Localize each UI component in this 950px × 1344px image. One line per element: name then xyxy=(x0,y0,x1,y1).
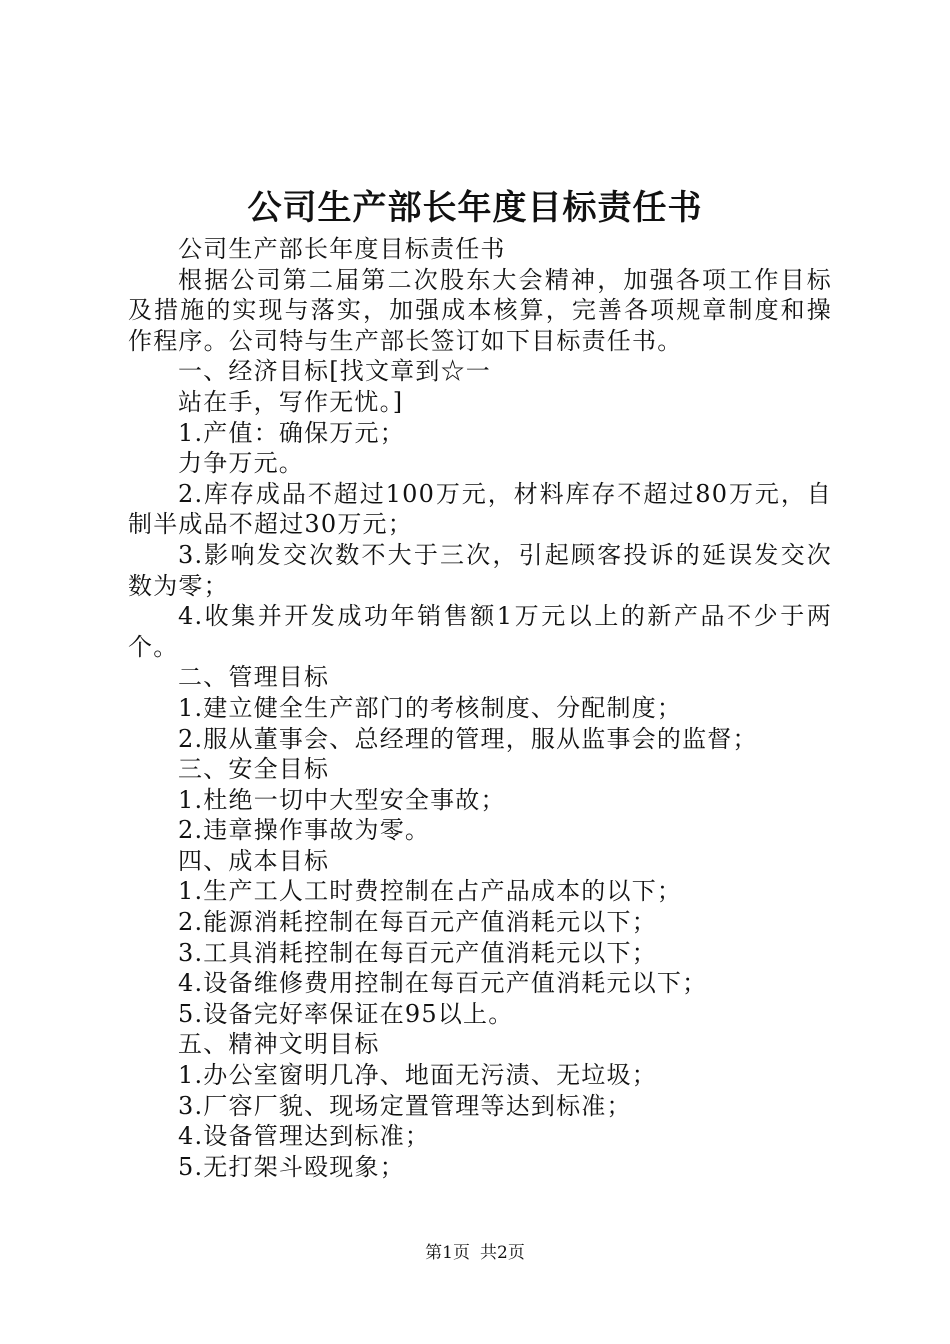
list-item: 5.无打架斗殴现象； xyxy=(178,1152,405,1181)
list-item: 3.影响发交次数不大于三次，引起顾客投诉的延误发交次数为零； xyxy=(128,540,832,600)
list-item: 1.杜绝一切中大型安全事故； xyxy=(178,785,506,814)
list-item: 4.设备管理达到标准； xyxy=(178,1122,431,1151)
list-item: 1.建立健全生产部门的考核制度、分配制度； xyxy=(178,693,683,722)
list-item: 2.库存成品不超过100万元，材料库存不超过80万元，自制半成品不超过30万元； xyxy=(128,479,832,539)
list-item: 3.工具消耗控制在每百元产值消耗元以下； xyxy=(178,938,657,967)
paragraph: 站在手，写作无忧。] xyxy=(178,387,404,416)
section-heading: 四、成本目标 xyxy=(178,846,330,875)
page-total: 共2页 xyxy=(480,1243,525,1263)
list-item: 1.办公室窗明几净、地面无污渍、无垃圾； xyxy=(178,1061,657,1090)
list-item: 2.违章操作事故为零。 xyxy=(178,816,431,845)
section-heading: 五、精神文明目标 xyxy=(178,1030,380,1059)
paragraph: 根据公司第二届第二次股东大会精神，加强各项工作目标及措施的实现与落实，加强成本核算，完善各项规章制度和操作程序。公司特与生产部长签订如下目标责任书。 xyxy=(128,265,832,355)
document-body xyxy=(128,234,832,1182)
list-item: 3.厂容厂貌、现场定置管理等达到标准； xyxy=(178,1091,632,1120)
list-item: 2.能源消耗控制在每百元产值消耗元以下； xyxy=(178,908,657,937)
paragraph: 公司生产部长年度目标责任书 xyxy=(178,235,506,263)
section-heading: 一、经济目标[找文章到☆一 xyxy=(178,357,491,386)
page-number: 第1页 xyxy=(425,1243,470,1263)
list-item: 4.收集并开发成功年销售额1万元以上的新产品不少于两个。 xyxy=(128,602,832,661)
list-item: 2.服从董事会、总经理的管理，服从监事会的监督； xyxy=(178,724,758,753)
section-heading: 三、安全目标 xyxy=(178,755,330,784)
list-item: 1.生产工人工时费控制在占产品成本的以下； xyxy=(178,877,683,906)
list-item: 4.设备维修费用控制在每百元产值消耗元以下； xyxy=(178,969,708,998)
paragraph: 力争万元。 xyxy=(178,449,304,478)
list-item: 1.产值：确保万元； xyxy=(178,418,405,447)
document-title: 公司生产部长年度目标责任书 xyxy=(247,188,703,228)
page-footer xyxy=(0,1241,950,1265)
list-item: 5.设备完好率保证在95以上。 xyxy=(178,999,514,1028)
section-heading: 二、管理目标 xyxy=(178,663,330,692)
